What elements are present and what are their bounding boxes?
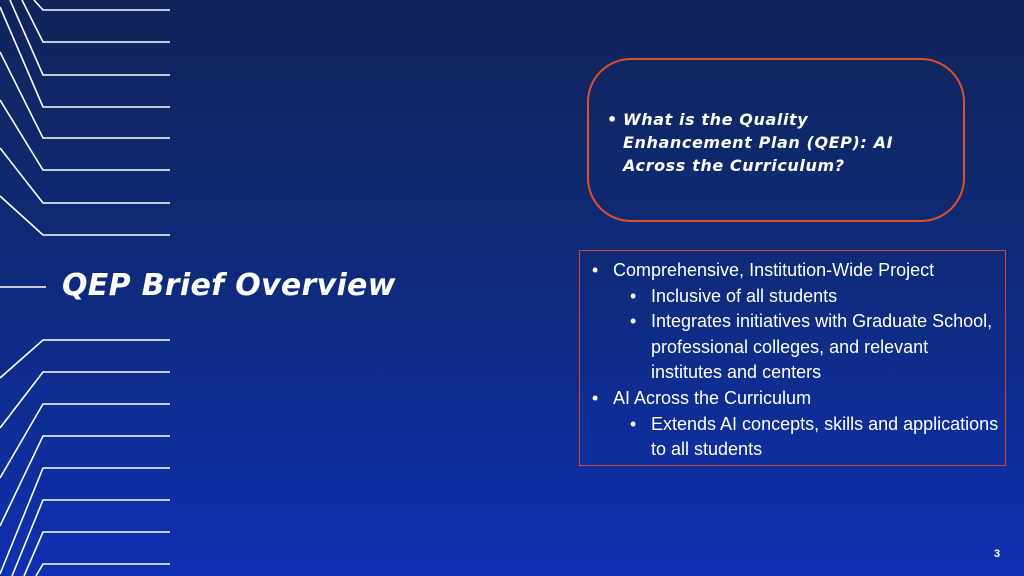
overview-content-box: [579, 250, 1006, 466]
list-item: [588, 309, 1000, 386]
overview-bullet-list: [588, 258, 1000, 463]
bullet-text: Comprehensive, Institution-Wide Project: [613, 260, 935, 280]
bullet-icon: •: [630, 285, 637, 306]
bullet-icon: •: [630, 413, 637, 434]
callout-bullet-list: [605, 108, 935, 177]
bullet-icon: •: [630, 311, 637, 332]
bullet-icon: •: [607, 110, 618, 129]
qep-question-callout: [587, 58, 965, 222]
callout-question-text: What is the Quality Enhancement Plan (QEP): AI Across the Curriculum?: [623, 110, 894, 175]
list-item: [588, 258, 1000, 284]
bullet-text: AI Across the Curriculum: [613, 387, 812, 408]
bullet-text: Inclusive of all students: [651, 285, 838, 306]
bullet-text: Extends AI concepts, skills and applications to all students: [651, 413, 999, 460]
slide-title: QEP Brief Overview: [62, 268, 396, 303]
page-number: 3: [994, 548, 1001, 560]
list-item: [588, 412, 1000, 463]
bullet-icon: •: [592, 387, 599, 408]
list-item: [605, 108, 935, 177]
list-item: [588, 284, 1000, 310]
bullet-icon: •: [592, 260, 599, 280]
bullet-text: Integrates initiatives with Graduate School, professional colleges, and relevant institutes and centers: [651, 311, 993, 383]
list-item: [588, 386, 1000, 412]
